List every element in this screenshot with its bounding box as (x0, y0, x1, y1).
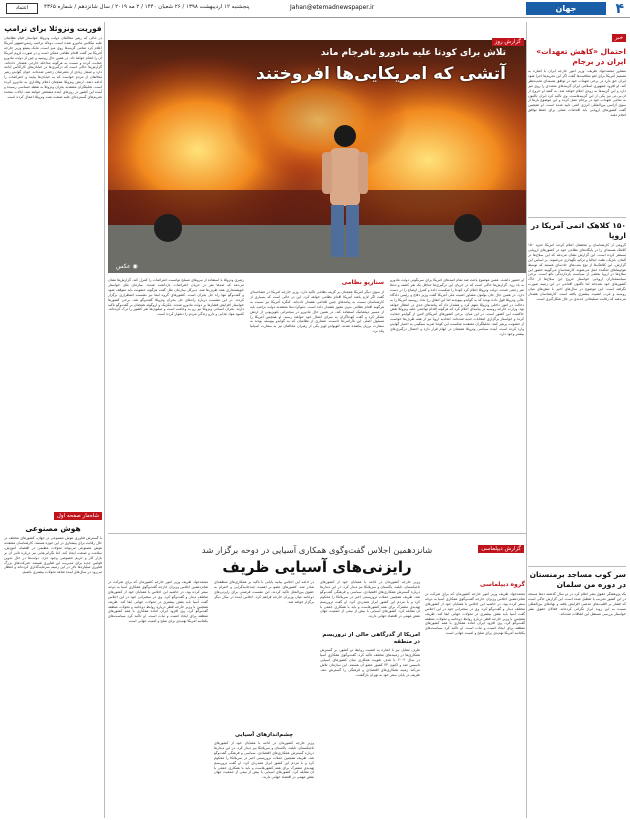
center-col-1 (390, 278, 524, 530)
story-text-iran-jcpoa: مشاور محمدجواد ظریف، وزیر امور خارجه ایران با اشاره به تصمیم آمریکا برای لغو معافیت‌ها گفت اگر این تحریم‌ها اجرا شود ایران حق دارد در برخی تعهدات خود در توافق هسته‌ای تجدیدنظر کند. او افزود جمهوری اسلامی ایران گزینه‌های متعددی را روی میز دارد و این گزینه‌ها به زودی اعلام خواهد شد. به گفته او خروج از ان.پی.تی نیز یکی از این گزینه‌هاست. وی تاکید کرد ایران تاکنون به تمامی تعهدات خود در برجام عمل کرده و این موضوع بارها از سوی آژانس بین‌المللی انرژی اتمی تایید شده است. او همچنین گفت کشورهای اروپایی باید اقدامات عملی برای حفظ توافق انجام دهند. (528, 69, 626, 118)
diplomacy-body-5: وزیر خارجه کشورمان در ادامه با همتایان خود از کشورهای تاجیکستان، تایلند، پاکستان و سریلانکا نیز دیدار کرد. در این دیدارها درباره گسترش همکاری‌های اقتصادی، سیاسی و فرهنگی گفت‌وگو شد. ظریف همچنین حملات تروریستی اخیر در سریلانکا را محکوم کرد و با مردم این کشور ابراز همدردی کرد. او گفت تروریسم تهدیدی مشترک برای همه کشورهاست و باید با همکاری جمعی با آن مقابله کرد. کشورهای آسیایی با بیش از نیمی از جمعیت جهان نقش مهمی در اقتصاد جهانی دارند. (214, 741, 314, 780)
diplomacy-sub-asia: چشم‌اندازهای آسیایی (234, 732, 294, 738)
story-text-venezuela: در حالی که رهبر مخالفان دولت ونزوئلا خواستار قیام نظامیان علیه نیکلاس مادورو شده است، دونالد ترامپ رئیس‌جمهور آمریکا اعلام کرد تمامی گزینه‌ها روی میز است. مایک پمپئو وزیر خارجه آمریکا نیز گفت اقدام نظامی ممکن است و در صورت لزوم آمریکا آن را انجام خواهد داد. در همین حال روسیه و چین از دولت مادورو حمایت کرده و نسبت به هرگونه مداخله خارجی هشدار داده‌اند. گزارش‌ها حاکی است که درگیری‌ها در خیابان‌های کاراکاس ادامه دارد و شمار زیادی از معترضان زخمی شده‌اند. خوان گوایدو رهبر مخالفان از مردم خواست که به خیابان‌ها بیایند و اعتراضات را ادامه دهند. ارتش ونزوئلا همچنان اعلام وفاداری به مادورو کرده است. تحلیلگران معتقدند بحران ونزوئلا به نقطه حساسی رسیده و آینده این کشور در روزهای آینده مشخص خواهد شد. ایالات متحده تحریم‌های گسترده‌ای علیه صنعت نفت ونزوئلا اعمال کرده است. (4, 36, 102, 99)
center-body-2: از سوی دیگر آمریکا همچنان بر گزینه نظامی تاکید دارد. وزیر خارجه آمریکا در مصاحبه‌ای گفت اگر لازم باشد آمریکا اقدام نظامی خواهد کرد. این در حالی است که بسیاری از کارشناسان نسبت به پیامدهای چنین اقدامی هشدار داده‌اند. کنگره آمریکا نیز نسبت به هرگونه اقدام نظامی بدون مجوز هشدار داده است. دموکرات‌ها معتقدند دولت ترامپ باید از مسیر دیپلماتیک استفاده کند. در همین حال مادورو در سخنرانی تلویزیونی از ارتش تشکر کرد و گفت کودتاگران به سزای اعمال خود خواهند رسید. او همچنین آمریکا را مسئول اصلی این ناآرامی‌ها دانست. شماری از نظامیان که به گوایدو پیوسته بودند به سفارت برزیل پناهنده شدند. لئوپولدو لوپز یکی از رهبران مخالفان نیز به سفارت اسپانیا پناه برد. (250, 290, 384, 334)
diplomacy-body-2: وزیر خارجه کشورمان در ادامه با همتایان خود از کشورهای تاجیکستان، تایلند، پاکستان و سریلانکا نیز دیدار کرد. در این دیدارها درباره گسترش همکاری‌های اقتصادی، سیاسی و فرهنگی گفت‌وگو شد. ظریف همچنین حملات تروریستی اخیر در سریلانکا را محکوم کرد و با مردم این کشور ابراز همدردی کرد. او گفت تروریسم تهدیدی مشترک برای همه کشورهاست و باید با همکاری جمعی با آن مقابله کرد. کشورهای آسیایی با بیش از نیمی از جمعیت جهان نقش مهمی در اقتصاد جهانی دارند. (320, 580, 420, 619)
story-text-us-warheads: گروهی از کارشناسان و محققان اعلام کردند آمریکا حدود ۱۵۰ کلاهک هسته‌ای را در پایگاه‌های نظامی خود در کشورهای اروپایی مستقر کرده است. این گزارش نشان می‌دهد که این سلاح‌ها در آلمان، بلژیک، هلند، ایتالیا و ترکیه نگهداری می‌شوند. بر اساس این گزارش، این کلاهک‌ها از نوع بمب‌های جاذبه‌ای هستند که توسط هواپیماهای جنگنده حمل می‌شوند. کارشناسان می‌گویند حضور این سلاح‌ها در اروپا بخشی از سیاست بازدارندگی ناتو است. برخی سیاستمداران اروپایی خواستار خروج این سلاح‌ها از خاک کشورهای خود شده‌اند اما تاکنون اقدامی در این زمینه صورت نگرفته است. این موضوع در سال‌های اخیر با تنش‌های میان روسیه و غرب اهمیت بیشتری یافته است. کارشناسان هشدار می‌دهند که رقابت تسلیحاتی جدیدی در حال شکل‌گیری است. (528, 243, 626, 301)
section-email[interactable]: Jahan@etemadnewspaper.ir (290, 4, 375, 11)
center-col-2 (250, 278, 384, 530)
photo-credit: ◉ عکس (116, 263, 138, 270)
diplomacy-body-3: طرف مقابل نیز با اشاره به اهمیت روابط دو کشور، بر گسترش همکاری‌ها در زمینه‌های مختلف تاکید کرد. گفت‌وگوی همکاری آسیا در سال ۲۰۰۲ با هدف تقویت همکاری میان کشورهای آسیایی تاسیس شد و اکنون ۳۴ کشور عضو آن هستند. این سازمان تلاش می‌کند زمینه همکاری‌های اقتصادی و فرهنگی را گسترش دهد. ظریف در پایان سفر خود به تهران بازگشت. (320, 648, 420, 677)
center-col-3 (108, 278, 244, 530)
center-body-1: او حضور داشت. همین موضوع باعث شد تمام امیدهای آمریکا برای سرنگونی دولت مادورو به باد رود. گزارش‌ها حاکی است که در جریان این درگیری‌ها حداقل یک نفر کشته و ده‌ها نفر زخمی شدند. دولت ونزوئلا اعلام کرد کودتا را شکست داده و کنترل اوضاع را در دست دارد. در همین حال جان بولتون مشاور امنیت ملی آمریکا گفت وزیر دفاع و رئیس دادگاه عالی ونزوئلا قول داده بودند که به گوایدو بپیوندند اما این اتفاق رخ نداد. روسیه آمریکا را به دخالت در امور داخلی ونزوئلا متهم کرد و هشدار داد که پیامدهای جدی در انتظار خواهد بود. وزارت خارجه روسیه در بیانیه‌ای اعلام کرد که هرگونه اقدام تهاجمی علیه ونزوئلا نقض حاکمیت این کشور است. در این میان، برخی کشورهای آمریکای لاتین از گوایدو حمایت کرده و خواستار برگزاری انتخابات جدید شده‌اند. اتحادیه اروپا نیز از همه طرف‌ها خواست از خشونت پرهیز کنند. تحلیلگران معتقدند شکست این کودتا ضربه سنگینی به اعتبار گوایدو وارد کرده است. آینده سیاسی ونزوئلا همچنان در ابهام قرار دارد و احتمال درگیری‌های بیشتر وجود دارد. (390, 278, 524, 336)
story-title-mosques: سر کوب مساجد برمنستان در دوره من سلمان (529, 570, 626, 589)
column-rule (526, 22, 527, 818)
diplomacy-col-2 (320, 580, 420, 816)
story-text-ai: با گسترش فناوری هوش مصنوعی در جهان، کشورهای مختلف در حال رقابت برای پیشتازی در این حوزه هستند. کارشناسان معتقدند هوش مصنوعی می‌تواند تحولات عظیمی در اقتصاد، آموزش، سلامت و صنعت ایجاد کند. اما نگرانی‌هایی نیز درباره تاثیر آن بر بازار کار و حریم خصوصی وجود دارد. دولت‌ها در حال تدوین قوانین جدید برای مدیریت این فناوری هستند. شرکت‌های بزرگ فناوری میلیاردها دلار در این زمینه سرمایه‌گذاری کرده‌اند و انتظار می‌رود در سال‌های آینده شاهد تحولات بیشتری باشیم. (4, 536, 102, 575)
photo-kicker: تلاش برای کودتا علیه مادورو نافرجام ماند (320, 48, 506, 58)
diplomacy-col-4 (108, 580, 208, 816)
column-rule (104, 22, 105, 818)
center-subhead: سناریو نظامی (341, 279, 384, 286)
center-body-3: رهبری ونزوئلا با استفاده از نیروهای مسلح توانست اعتراضات را کنترل کند. گزارش‌ها نشان می‌دهد که صدها نفر در جریان اعتراضات بازداشت شدند. سازمان ملل خواستار خویشتنداری همه طرف‌ها شد. دبیرکل سازمان ملل گفت هرگونه خشونت باید متوقف شود و گفت‌وگو تنها راه حل بحران است. کشورهای گروه لیما نیز نشست اضطراری برگزار کردند. در این نشست درباره راه‌های حل بحران ونزوئلا گفت‌وگو شد. برخی کشورها خواستار افزایش فشارها بر دولت مادورو شدند. مکزیک و اروگوئه همچنان بر گفت‌وگو تاکید دارند. بحران انسانی ونزوئلا نیز رو به وخامت است و میلیون‌ها نفر کشور را ترک کرده‌اند. کمبود مواد غذایی و دارو زندگی مردم را دشوار کرده است. (108, 278, 244, 317)
section-divider (108, 533, 526, 534)
diplomacy-sub-terror: امریکا از گذرگاهی خالی از تروریسم در منطقه (322, 632, 420, 645)
story-text-mosques: یک پژوهشگر حقوق بشر اعلام کرد در دو سال گذشته ده‌ها مسجد در این کشور تخریب یا تعطیل شده است. این گزارش حاکی است که فشار بر اقلیت‌های مذهبی افزایش یافته و نهادهای بین‌المللی نسبت به این روند ابراز نگرانی کرده‌اند. فعالان حقوق بشر خواستار بررسی مستقل این اتفاقات شده‌اند. (528, 592, 626, 616)
diplomacy-body-4: در ادامه این اجلاس بیانیه پایانی با تاکید بر همکاری‌های منطقه‌ای صادر شد. کشورهای عضو بر اهمیت چندجانبه‌گرایی و احترام به حقوق بین‌الملل تاکید کردند. این نشست فرصتی برای رایزنی‌های دوجانبه میان وزیران خارجه فراهم کرد. اجلاس آینده در سال دیگر برگزار خواهد شد. (214, 580, 314, 604)
story-title-ai: هوش مصنوعی (25, 524, 81, 533)
right-column (528, 24, 626, 816)
divider (528, 217, 626, 218)
masthead (0, 0, 630, 18)
section-label: جهان (526, 2, 606, 15)
left-column (4, 24, 102, 816)
daily-report-tag: گزارش روز (492, 38, 524, 46)
news-tag: خبر (612, 34, 626, 42)
front-page-tag: شاه‌مار صفحه اول (54, 512, 102, 520)
top-report-tag-wrap (492, 28, 524, 48)
story-title-us-warheads: ۱۵۰ کلاهک اتمی آمریکا در اروپا (530, 221, 626, 240)
story-title-iran-jcpoa: احتمال «کاهش تعهدات» ایران در برجام (536, 47, 626, 66)
diplomacy-tag: گزارش دیپلماسی (478, 545, 524, 553)
diplomacy-col-3 (214, 580, 314, 816)
diplomacy-col-1 (425, 580, 525, 816)
date-line: پنجشنبه ۱۲ اردیبهشت ۱۳۹۸ / ۲۶ شعبان ۱۴۴۰ / ۲ مه ۲۰۱۹ / سال شانزدهم / شماره ۴۳۶۵ (44, 4, 250, 10)
newspaper-logo: اعتماد (6, 3, 38, 14)
story-title-venezuela: فوریت ونزوئلا برای ترامپ (4, 24, 102, 33)
lead-photo (108, 40, 526, 273)
diplomacy-kicker: شانزدهمین اجلاس گفت‌وگوی همکاری آسیایی در دوحه برگزار شد (201, 546, 433, 556)
lead-headline: آتشی که امریکایی‌ها افروختند (255, 64, 506, 84)
tag-wrap (4, 502, 102, 522)
diplomacy-title: رایزنی‌های آسیایی ظریف (222, 558, 412, 576)
diplomacy-body-1: محمدجواد ظریف وزیر امور خارجه کشورمان که برای شرکت در شانزدهمین اجلاس وزیران خارجه گفت‌وگوی همکاری آسیا به دوحه سفر کرده بود، در حاشیه این اجلاس با همتایان خود از کشورهای مختلف دیدار و گفت‌وگو کرد. وی در سخنرانی خود در این اجلاس گفت آسیا باید نقش بیشتری در تحولات جهانی ایفا کند. ظریف همچنین با وزیر خارجه قطر درباره روابط دوجانبه و تحولات منطقه گفت‌وگو کرد. وی افزود ایران آماده همکاری با همه کشورهای منطقه برای ایجاد امنیت و ثبات است. او تاکید کرد سیاست‌های یکجانبه آمریکا تهدیدی برای صلح و امنیت جهانی است. (425, 592, 525, 636)
page-number: ۴ (615, 1, 624, 17)
diplomacy-header (108, 542, 526, 576)
diplomacy-body-6: محمدجواد ظریف وزیر امور خارجه کشورمان که برای شرکت در شانزدهمین اجلاس وزیران خارجه گفت‌وگوی همکاری آسیا به دوحه سفر کرده بود، در حاشیه این اجلاس با همتایان خود از کشورهای مختلف دیدار و گفت‌وگو کرد. وی در سخنرانی خود در این اجلاس گفت آسیا باید نقش بیشتری در تحولات جهانی ایفا کند. ظریف همچنین با وزیر خارجه قطر درباره روابط دوجانبه و تحولات منطقه گفت‌وگو کرد. وی افزود ایران آماده همکاری با همه کشورهای منطقه برای ایجاد امنیت و ثبات است. او تاکید کرد سیاست‌های یکجانبه آمریکا تهدیدی برای صلح و امنیت جهانی است. (108, 580, 208, 624)
diplomacy-byline: گروه دیپلماسی (479, 581, 525, 588)
divider (528, 566, 626, 567)
